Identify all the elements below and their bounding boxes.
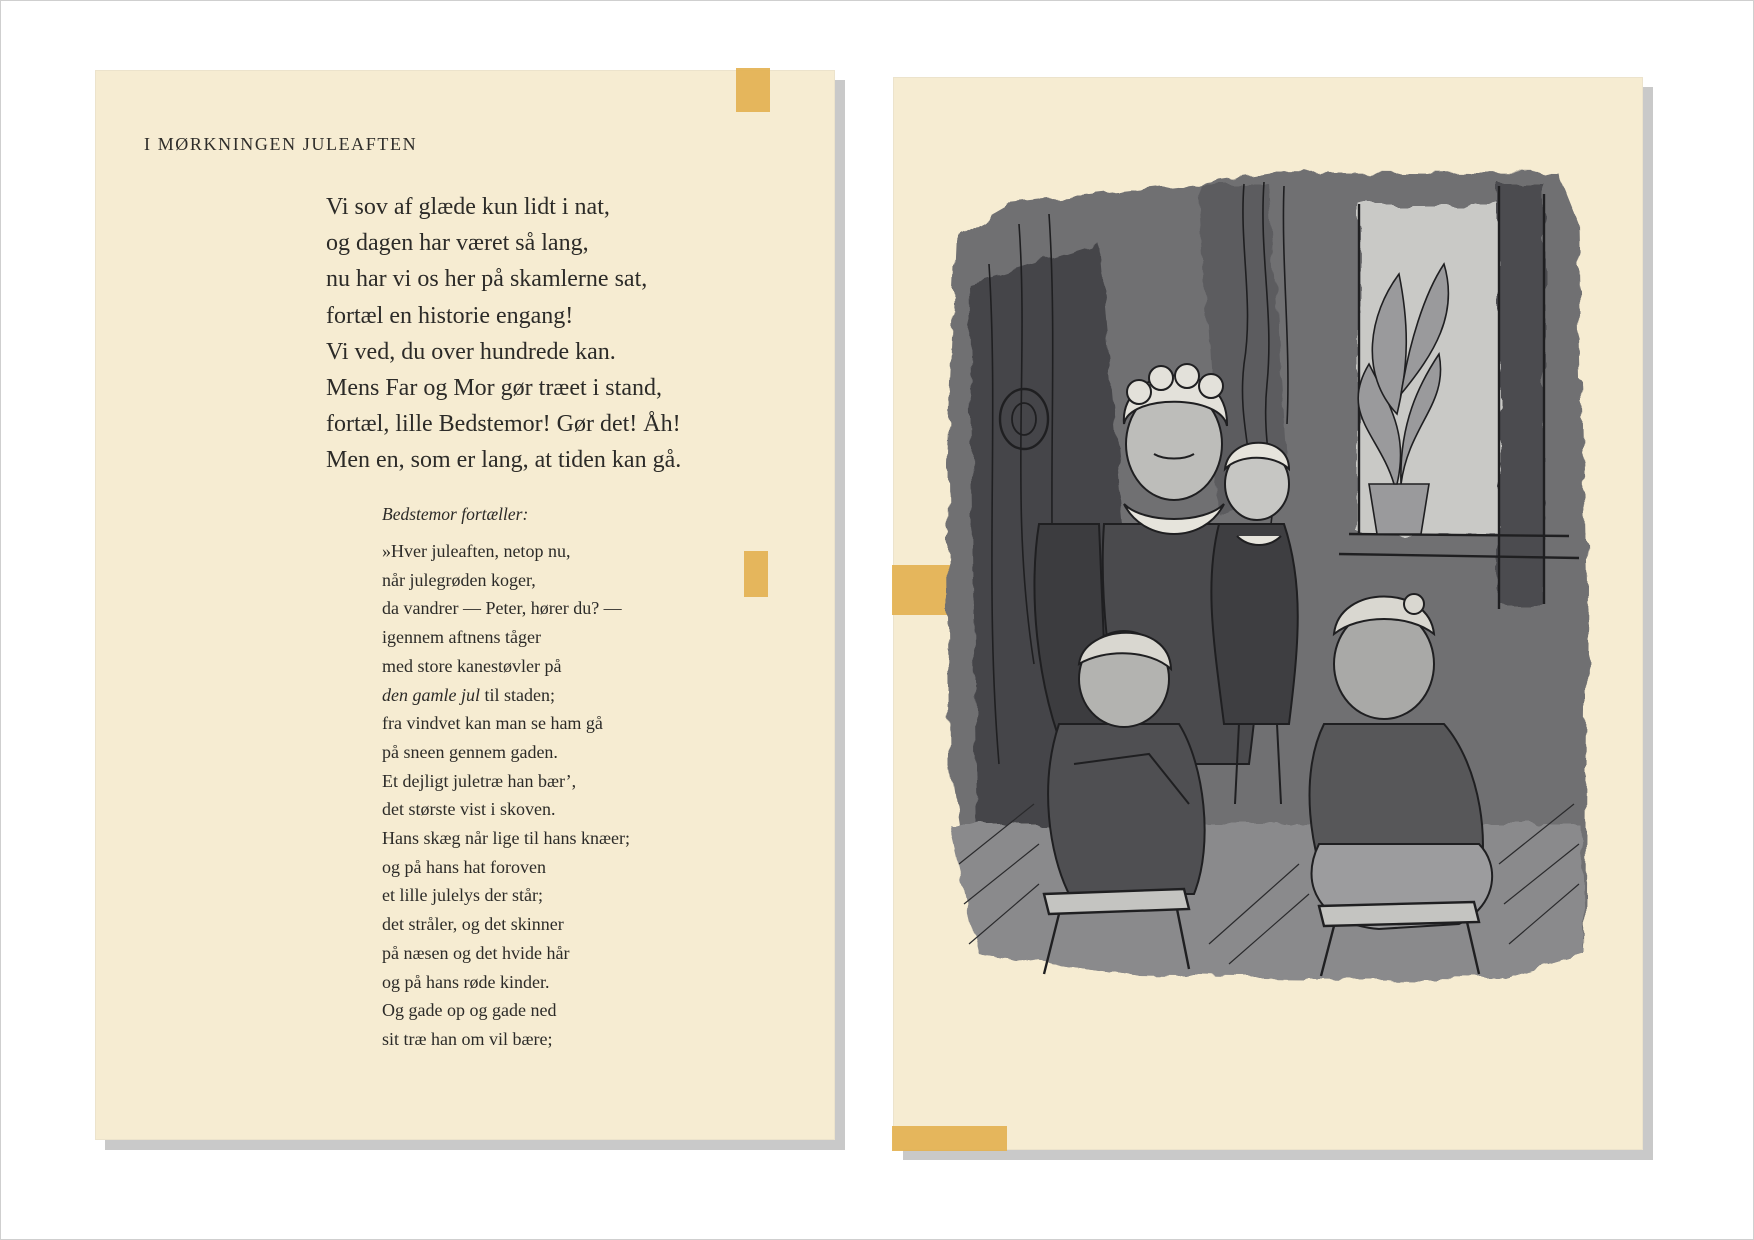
tale-line: og på hans røde kinder. [382,971,550,992]
poem-line: Men en, som er lang, at tiden kan gå. [326,447,682,474]
tale-line: det stråler, og det skinner [382,914,564,935]
tale-line-rest: til staden; [479,684,555,705]
tale-line [382,681,782,710]
tale-italic-phrase: den gamle jul [382,684,480,705]
tale-line: »Hver juleaften, netop nu, [382,541,571,561]
tale-intro: Bedstemor fortæller: [382,504,529,524]
poem-line: fortæl en historie engang! [326,302,574,329]
tale-line: og på hans hat foroven [382,856,546,877]
tale-line: Og gade op og gade ned [382,1000,557,1021]
tale-line: på næsen og det hvide hår [382,942,570,963]
tape-strip [892,1126,1007,1151]
poem-line: fortæl, lille Bedstemor! Gør det! Åh! [326,411,681,438]
tale-line: når julegrøden koger, [382,569,536,590]
tale-line: et lille julelys der står; [382,885,543,906]
tape-strip [736,68,770,112]
poem-line: Mens Far og Mor gør træet i stand, [326,375,662,402]
poem-line: Vi sov af glæde kun lidt i nat, [326,194,610,220]
poem-line: og dagen har været så lang, [326,230,589,257]
tale-line: sit træ han om vil bære; [382,1028,553,1049]
poem-line: nu har vi os her på skamlerne sat, [326,266,648,293]
left-page [95,70,835,1140]
poem-title: I MØRKNINGEN JULEAFTEN [144,134,418,154]
tale-line: fra vindvet kan man se ham gå [382,713,603,734]
tale-text [382,537,782,1054]
right-page [893,77,1643,1150]
tale-line: igennem aftnens tåger [382,627,541,648]
tale-line: Et dejligt juletræ han bær’, [382,770,577,791]
tale-line: da vandrer — Peter, hører du? — [382,598,622,619]
grandmother-with-children-illustration [939,164,1594,994]
tale-line: med store kanestøvler på [382,655,562,676]
tale-line: på sneen gennem gaden. [382,741,558,762]
poem-stanza [326,189,806,479]
tale-line: Hans skæg når lige til hans knæer; [382,828,630,849]
poem-line: Vi ved, du over hundrede kan. [326,338,616,365]
tale-line: det største vist i skoven. [382,799,556,820]
